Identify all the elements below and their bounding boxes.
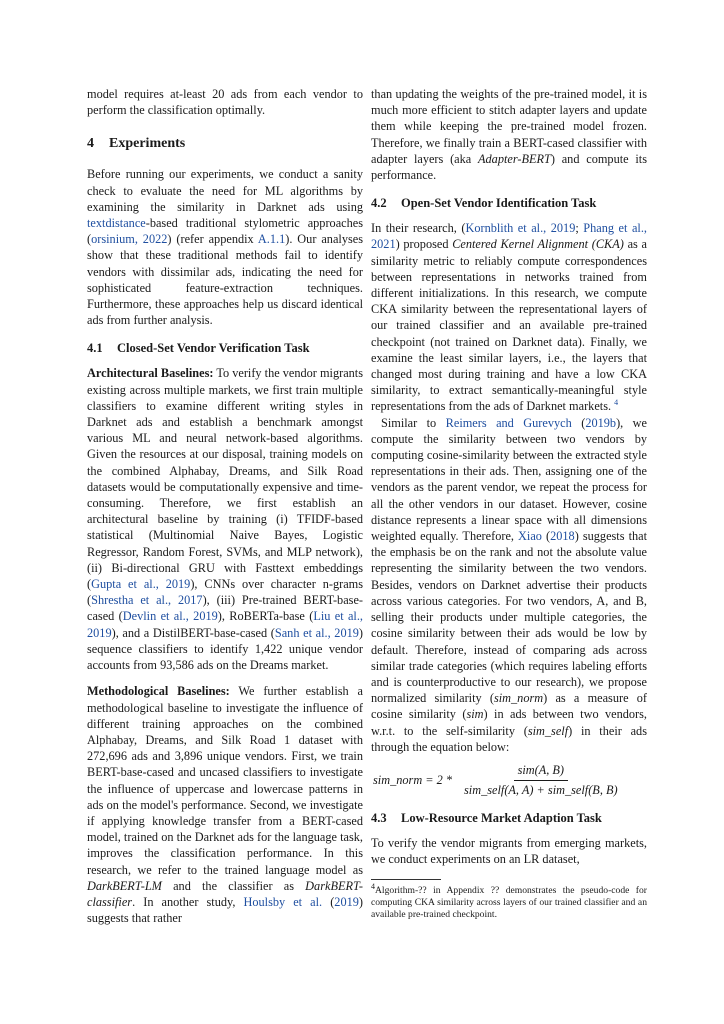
section-title: Experiments [109,136,186,152]
equation [373,763,647,798]
citation-link[interactable]: Liu et al., 2019 [87,609,364,640]
section-heading [87,136,363,152]
citation-link[interactable]: 2019 [334,894,359,909]
subsection-heading [371,811,647,826]
subsection-number: 4.2 [371,196,387,211]
paragraph: Before running our experiments, we conduct a sanity check to evaluate the need for ML algorithms by examining the similarity in Darknet ads using textdistance-based traditional stylometric approaches (orsinium, 2022) (refer appendix A.1.1). Our analyses show that these traditional methods fail to identify vendors with dissimilar ads, indicating the need for sophisticated feature-extraction techniques. Furthermore, these approaches help us discard identical ads from further analysis. [87,167,363,328]
citation-link[interactable]: Shrestha et al., 2017 [91,593,203,608]
math-inline: sim [466,707,484,722]
paragraph: Architectural Baselines: To verify the vendor migrants existing across multiple markets, we first train multiple classifiers to examine different writing styles in Darknet ads and establish a benchmark amongst various ML and neural network-based algorithms. Given the resources at our disposal, training models on the combined Alphabay, Dreams, and Silk Road datasets would be computationally expensive and time-consuming. Therefore, we first establish an architectural baseline by training (i) TFIDF-based statistical (Multinomial Naive Bayes, Logistic Regressor, Random Forest, SVMs, and MLP network), (ii) Bi-directional GRU with Fasttext embeddings (Gupta et al., 2019), CNNs over character n-grams (Shrestha et al., 2017), (iii) Pre-trained BERT-base-cased (Devlin et al., 2019), RoBERTa-base (Liu et al., 2019), and a DistilBERT-base-cased (Sanh et al., 2019) sequence classifiers to identify 1,422 unique vendor accounts from 93,586 ads on the Dreams market. [87,366,364,673]
equation-lhs: sim_norm = 2 * [373,772,453,787]
section-number: 4 [87,136,94,152]
footnote-divider [371,879,441,880]
subsection-heading [371,196,647,211]
citation-link[interactable]: orsinium, 2022 [91,232,168,247]
paragraph: To verify the vendor migrants from emerging markets, we conduct experiments on an LR dataset, [371,835,647,867]
right-column [371,86,647,921]
paragraph: model requires at-least 20 ads from each vendor to perform the classification optimally. [87,87,363,118]
paragraph: than updating the weights of the pre-trained model, it is much more efficient to stitch adapter layers and update them while keeping the pre-trained model frozen. Therefore, we finally train a BERT-cased classifier with adapter layers (aka Adapter-BERT) and compute its performance. [371,87,647,183]
citation-link[interactable]: 2019b [585,415,617,430]
paragraph: Similar to Reimers and Gurevych (2019b), we compute the similarity between two vendors by computing cosine-similarity between the extracted style representations in their ads. Then, assigning one of the vendors as the parent vendor, we repeat the process for all the other vendors in our dataset. However, cosine distance represents a linear space with all dimensions weighted equally. Therefore, Xiao (2018) suggests that the emphasis be on the rank and not the absolute value representing the similarity between the two vendors. Besides, vendors on Darknet advertise their products across various categories. For two vendors, A, and B, selling their products under multiple categories, the cosine similarity between their ads would be low by default. Therefore, instead of comparing ads across similar trade categories (which requires labeling efforts and is counterproductive to our research), we propose normalized similarity (sim_norm) as a measure of cosine similarity (sim) in ads between two vendors, w.r.t. to the self-similarity (sim_self) in their ads through the equation below: [371,415,648,754]
paragraph: In their research, (Kornblith et al., 2019; Phang et al., 2021) proposed Centered Kernel Alignment (CKA) as a similarity metric to reliably compute correspondences between representations in networks trained from different initializations. In this research, we compute CKA similarity between the representational layers of our trained classifier and an available pre-trained checkpoint (not trained on Darknet data). Finally, we examine the least similar layers, i.e., the layers that changed most during training and have a low CKA similarity, to extract semantically-meaningful style representations from the ads of Darknet markets. $^4$ [371,221,647,414]
paragraph: Methodological Baselines: We further establish a methodological baseline to investigate the influence of different training approaches on the combined Alphabay, Dreams, and Silk Road 1 dataset with 272,696 ads and 3,896 unique vendors. First, we train BERT-base-cased and uncased classifiers to investigate the influence of uppercase and lowercase patterns in ads on the model's performance. Second, we investigate if applying knowledge transfer from a BERT-cased model, trained on the Darknet ads for the language task, improves the classification performance. In this research, we refer to the trained language model as DarkBERT-LM and the classifier as DarkBERT-classifier. In another study, Houlsby et al. (2019) suggests that rather [87,684,363,926]
paragraph-heading: Methodological Baselines: [87,684,230,699]
equation-fraction [464,763,618,798]
subsection-number: 4.3 [371,810,387,825]
math-inline: sim_norm [493,691,544,706]
subsection-heading [87,341,363,356]
equation-denominator: sim_self(A, A) + sim_self(B, B) [464,782,618,797]
citation-link[interactable]: Devlin et al., 2019 [122,609,218,624]
subsection-title: Closed-Set Vendor Verification Task [117,341,310,356]
equation-numerator: sim(A, B) [514,763,568,781]
subsection-title: Open-Set Vendor Identification Task [401,196,597,211]
footnote: $^4$Algorithm-?? in Appendix ?? demonstrates the pseudo-code for computing CKA similarity across layers of our trained classifier and an available pre-trained checkpoint. [371,882,647,921]
footnote-marker[interactable]: 4 [614,398,619,408]
citation-link[interactable]: Sanh et al., 2019 [274,625,359,640]
math-inline: sim_self [527,723,569,738]
footnote-number: 4 [371,882,375,892]
citation-link[interactable]: Phang et al., 2021 [371,221,647,252]
left-column [87,86,363,926]
appendix-link[interactable]: A.1.1 [257,232,286,247]
citation-link[interactable]: textdistance [87,216,146,231]
paragraph-heading: Architectural Baselines: [87,366,214,381]
citation-link[interactable]: Reimers and Gurevych [445,415,572,430]
subsection-number: 4.1 [87,341,103,356]
citation-link[interactable]: Kornblith et al., 2019 [465,221,576,236]
citation-link[interactable]: Houlsby et al. [243,894,323,909]
citation-link[interactable]: Gupta et al., 2019 [91,577,191,592]
citation-link[interactable]: Xiao [518,529,542,544]
subsection-title: Low-Resource Market Adaption Task [401,810,602,825]
citation-link[interactable]: 2018 [550,529,575,544]
